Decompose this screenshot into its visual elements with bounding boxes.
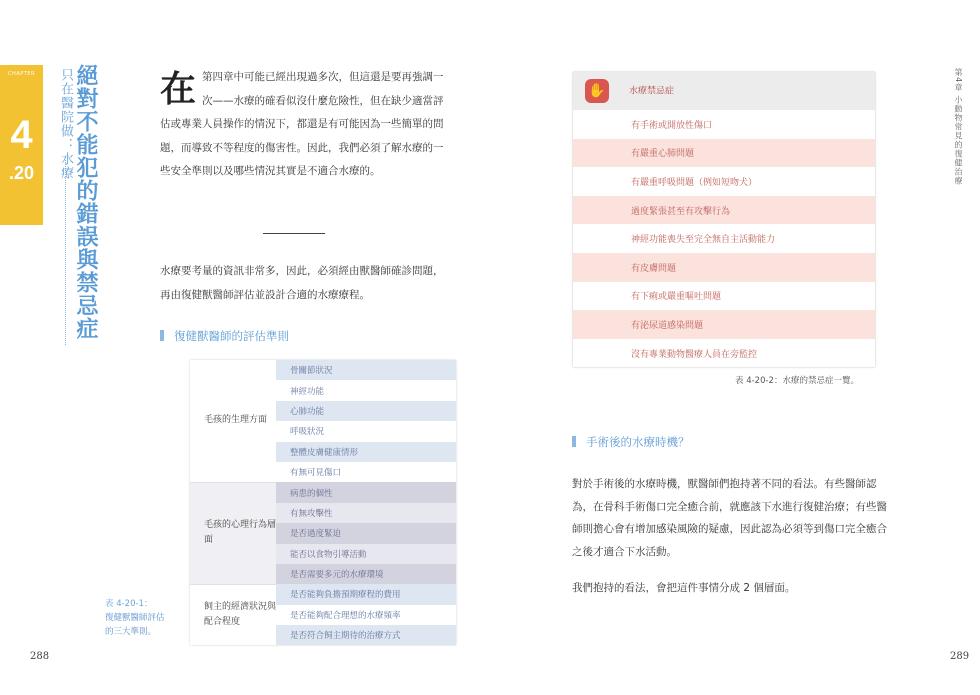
criterion-cell: 有無可見傷口: [276, 462, 456, 482]
contraindication-cell: 有手術或開放性傷口: [631, 120, 713, 131]
contraindication-cell: 神經功能喪失至完全無自主活動能力: [631, 235, 776, 246]
paragraph: 我們抱持的看法，會把這件事情分成 2 個層面。: [572, 582, 796, 594]
section-heading: [160, 328, 289, 344]
criterion-cell: 骨關節狀況: [276, 360, 456, 380]
chapter-number: 4: [10, 113, 33, 157]
heading-text: 復健獸醫師的評估準則: [174, 329, 289, 343]
table-header-row: [573, 72, 875, 110]
heading-bar-icon: [572, 436, 576, 447]
table-row: [573, 253, 875, 282]
table-row: [573, 139, 875, 168]
group-label: 飼主的經濟狀況與配合程度: [204, 602, 277, 628]
table-row: [573, 282, 875, 311]
assessment-table: [190, 360, 456, 645]
divider: [263, 233, 325, 234]
contraindication-cell: 有嚴重心肺問題: [573, 139, 875, 168]
paragraph: 水療要考量的資訊非常多，因此，必須經由獸醫師確診問題，再由復健獸醫師評估並設計合適的水療療程。: [160, 265, 444, 301]
contraindication-cell: 有泌尿道感染問題: [573, 310, 875, 339]
table-row: [573, 110, 875, 139]
table-row: [573, 310, 875, 339]
table-row: [190, 584, 456, 604]
page-number-left: 288: [30, 651, 50, 662]
heading-bar-icon: [160, 330, 164, 341]
stop-hand-icon: ✋: [585, 79, 609, 103]
page-title: 絕對不能犯的錯誤與禁忌症: [73, 64, 98, 340]
group-label: 毛孩的心理行為層面: [190, 482, 276, 584]
criterion-cell: 病患的個性: [276, 482, 456, 502]
criterion-cell: 是否能夠配合理想的水療頻率: [276, 605, 456, 625]
chapter-label: CHAPTER: [8, 71, 35, 77]
criterion-cell: 呼吸狀況: [276, 421, 456, 441]
criterion-cell: 整體皮膚健康情形: [276, 442, 456, 462]
criterion-cell: 是否能夠負擔預期療程的費用: [276, 584, 456, 604]
contraindications-table: [573, 72, 875, 367]
table-row: [573, 196, 875, 225]
section-heading: [572, 434, 690, 450]
criterion-cell: 是否需要多元的水療環境: [276, 564, 456, 584]
criterion-cell: 是否過度緊迫: [276, 523, 456, 543]
group-label: 毛孩的生理方面: [204, 415, 268, 426]
criterion-cell: 神經功能: [276, 380, 456, 400]
table-header: 水療禁忌症: [629, 86, 675, 97]
contraindication-cell: 有下痢或嚴重嘔吐問題: [631, 292, 722, 303]
criterion-cell: 能否以食物引導活動: [276, 544, 456, 564]
page-number-right: 289: [950, 651, 970, 662]
heading-text: 手術後的水療時機？: [586, 435, 690, 449]
subtitle: 只在醫院做：水療: [58, 68, 73, 180]
table-row: [573, 339, 875, 368]
contraindication-cell: 有嚴重呼吸問題（例如短吻犬）: [631, 177, 758, 188]
table-row: [573, 224, 875, 253]
criterion-cell: 有無攻擊性: [276, 503, 456, 523]
contraindication-cell: 有皮膚問題: [573, 253, 875, 282]
dotted-divider: [65, 160, 66, 345]
caption-number: 表 4-20-1：: [105, 599, 153, 609]
contraindication-cell: 沒有專業動物醫療人員在旁監控: [631, 349, 758, 360]
criterion-cell: 心肺功能: [276, 401, 456, 421]
running-head: 第4章 小動物常見的復健治療: [954, 68, 963, 186]
drop-cap: 在: [160, 69, 197, 110]
chapter-badge: [0, 65, 43, 225]
criterion-cell: 是否符合飼主期待的治療方式: [276, 625, 456, 645]
table-row: [573, 167, 875, 196]
intro-paragraph: [160, 66, 445, 184]
table-caption: 表 4-20-2：水療的禁忌症一覽。: [735, 376, 859, 386]
contraindication-cell: 過度緊張甚至有攻擊行為: [573, 196, 875, 225]
caption-text: 復健獸醫師評估的三大準則。: [105, 613, 165, 637]
table-caption: [105, 597, 165, 639]
intro-text: 第四章中可能已經出現過多次，但這還是要再強調一次——水療的確看似沒什麼危險性，但在缺少適當評估或專業人員操作的情況下，都還是有可能因為一些簡單的問題，而導致不等程度的傷害性。因此，我們必須了解水療的一些安全準則以及哪些情況其實是不適合水療的。: [160, 71, 444, 177]
section-number: .20: [8, 163, 35, 183]
paragraph: 對於手術後的水療時機，獸醫師們抱持著不同的看法。有些醫師認為，在骨科手術傷口完全癒合前，就應該下水進行復健治療；有些醫師則擔心會有增加感染風險的疑慮，因此認為必須等到傷口完全癒合之後才適合下水活動。: [572, 478, 887, 558]
table-row: [190, 360, 456, 380]
table-row: [190, 482, 456, 502]
